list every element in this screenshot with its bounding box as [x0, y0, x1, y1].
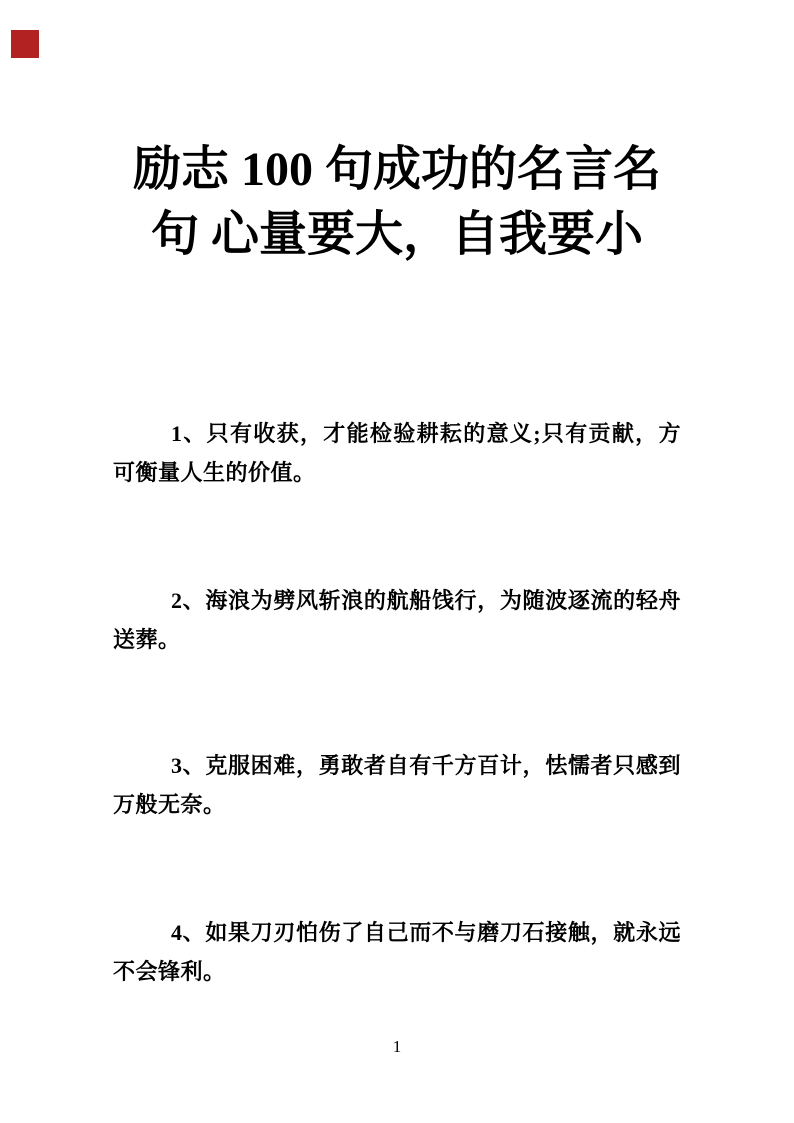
quote-paragraph-2: 2、海浪为劈风斩浪的航船饯行，为随波逐流的轻舟送葬。 — [113, 588, 681, 652]
document-title — [40, 137, 754, 267]
quote-paragraph-1: 1、只有收获，才能检验耕耘的意义;只有贡献，方可衡量人生的价值。 — [113, 421, 681, 485]
quote-paragraph-3: 3、克服困难，勇敢者自有千方百计，怯懦者只感到万般无奈。 — [113, 753, 681, 817]
page-number: 1 — [392, 1037, 402, 1056]
quote-paragraph-4: 4、如果刀刃怕伤了自己而不与磨刀石接触，就永远不会锋利。 — [113, 920, 681, 984]
red-square-marker — [11, 30, 39, 58]
title-line-2: 句 心量要大，自我要小 — [150, 208, 643, 261]
title-line-1: 励志 100 句成功的名言名 — [132, 143, 661, 196]
